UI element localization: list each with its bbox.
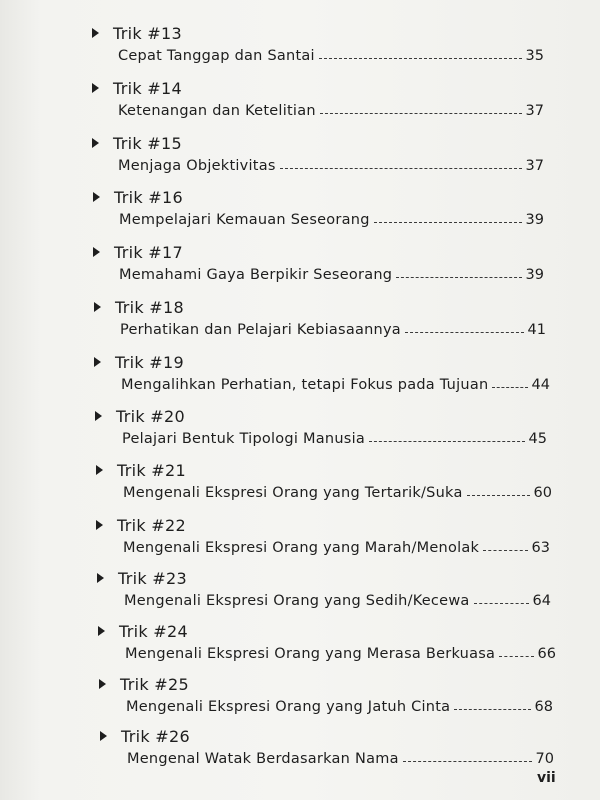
bullet-arrow-icon	[100, 731, 107, 741]
entry-title: Mengenali Ekspresi Orang yang Sedih/Kecewa	[124, 593, 470, 609]
entry-title: Mengenali Ekspresi Orang yang Jatuh Cinta	[126, 699, 451, 715]
bullet-arrow-icon	[94, 302, 101, 312]
dot-leader	[492, 387, 527, 388]
trick-number: Trik #21	[117, 460, 186, 480]
dot-leader	[499, 656, 533, 657]
entry-page-number: 66	[537, 646, 556, 662]
bullet-arrow-icon	[97, 573, 104, 583]
toc-entry	[92, 77, 552, 125]
trick-number: Trik #24	[119, 621, 188, 641]
entry-title: Mengenali Ekspresi Orang yang Merasa Berkuasa	[125, 646, 496, 662]
toc-entry	[96, 459, 558, 507]
dot-leader	[467, 495, 530, 496]
entry-page-number: 44	[531, 377, 550, 393]
bullet-arrow-icon	[99, 679, 106, 689]
dot-leader	[320, 113, 522, 114]
dot-leader	[319, 58, 522, 59]
toc-entry	[93, 241, 552, 289]
entry-page-number: 63	[531, 540, 550, 556]
entry-page-number: 41	[527, 322, 546, 338]
entry-page-number: 64	[532, 593, 551, 609]
trick-number: Trik #18	[115, 297, 184, 317]
entry-title: Menjaga Objektivitas	[118, 158, 276, 174]
entry-title: Perhatikan dan Pelajari Kebiasaannya	[120, 322, 401, 338]
trick-number: Trik #13	[113, 23, 182, 43]
toc-entry	[100, 725, 560, 773]
dot-leader	[483, 550, 527, 551]
entry-page-number: 68	[534, 699, 553, 715]
bullet-arrow-icon	[98, 626, 105, 636]
trick-number: Trik #19	[115, 352, 184, 372]
dot-leader	[474, 603, 529, 604]
entry-page-number: 70	[535, 751, 554, 767]
dot-leader	[369, 441, 525, 442]
dot-leader	[374, 222, 522, 223]
toc-entry	[93, 186, 552, 234]
toc-entry	[96, 514, 556, 562]
entry-title: Mengenali Ekspresi Orang yang Tertarik/Suka	[123, 485, 463, 501]
bullet-arrow-icon	[92, 83, 99, 93]
dot-leader	[403, 761, 532, 762]
entry-page-number: 60	[533, 485, 552, 501]
trick-number: Trik #20	[116, 406, 185, 426]
entry-page-number: 39	[525, 212, 544, 228]
toc-entry	[98, 620, 560, 668]
toc-entry	[92, 22, 552, 70]
trick-number: Trik #15	[113, 133, 182, 153]
dot-leader	[405, 332, 524, 333]
entry-title: Mengalihkan Perhatian, tetapi Fokus pada Tujuan	[121, 377, 489, 393]
bullet-arrow-icon	[96, 520, 103, 530]
entry-title: Pelajari Bentuk Tipologi Manusia	[122, 431, 366, 447]
trick-number: Trik #17	[114, 242, 183, 262]
toc-entry	[95, 405, 553, 453]
dot-leader	[396, 277, 521, 278]
toc-entry	[92, 132, 552, 180]
trick-number: Trik #23	[118, 568, 187, 588]
trick-number: Trik #22	[117, 515, 186, 535]
entry-page-number: 37	[525, 103, 544, 119]
trick-number: Trik #14	[113, 78, 182, 98]
entry-page-number: 39	[525, 267, 544, 283]
entry-title: Mempelajari Kemauan Seseorang	[119, 212, 370, 228]
entry-title: Cepat Tanggap dan Santai	[118, 48, 315, 64]
entry-title: Mengenali Ekspresi Orang yang Marah/Menolak	[123, 540, 480, 556]
entry-title: Mengenal Watak Berdasarkan Nama	[127, 751, 399, 767]
entry-title: Ketenangan dan Ketelitian	[118, 103, 316, 119]
bullet-arrow-icon	[93, 192, 100, 202]
dot-leader	[280, 168, 522, 169]
toc-entry	[94, 296, 552, 344]
bullet-arrow-icon	[94, 357, 101, 367]
trick-number: Trik #16	[114, 187, 183, 207]
trick-number: Trik #26	[121, 726, 190, 746]
entry-page-number: 45	[528, 431, 547, 447]
entry-page-number: 35	[525, 48, 544, 64]
bullet-arrow-icon	[92, 28, 99, 38]
bullet-arrow-icon	[95, 411, 102, 421]
dot-leader	[454, 709, 530, 710]
page-number-footer: vii	[537, 770, 556, 786]
bullet-arrow-icon	[96, 465, 103, 475]
trick-number: Trik #25	[120, 674, 189, 694]
entry-page-number: 37	[525, 158, 544, 174]
entry-title: Memahami Gaya Berpikir Seseorang	[119, 267, 393, 283]
toc-entry	[97, 567, 557, 615]
bullet-arrow-icon	[92, 138, 99, 148]
bullet-arrow-icon	[93, 247, 100, 257]
toc-entry	[94, 351, 554, 399]
toc-entry	[99, 673, 559, 721]
